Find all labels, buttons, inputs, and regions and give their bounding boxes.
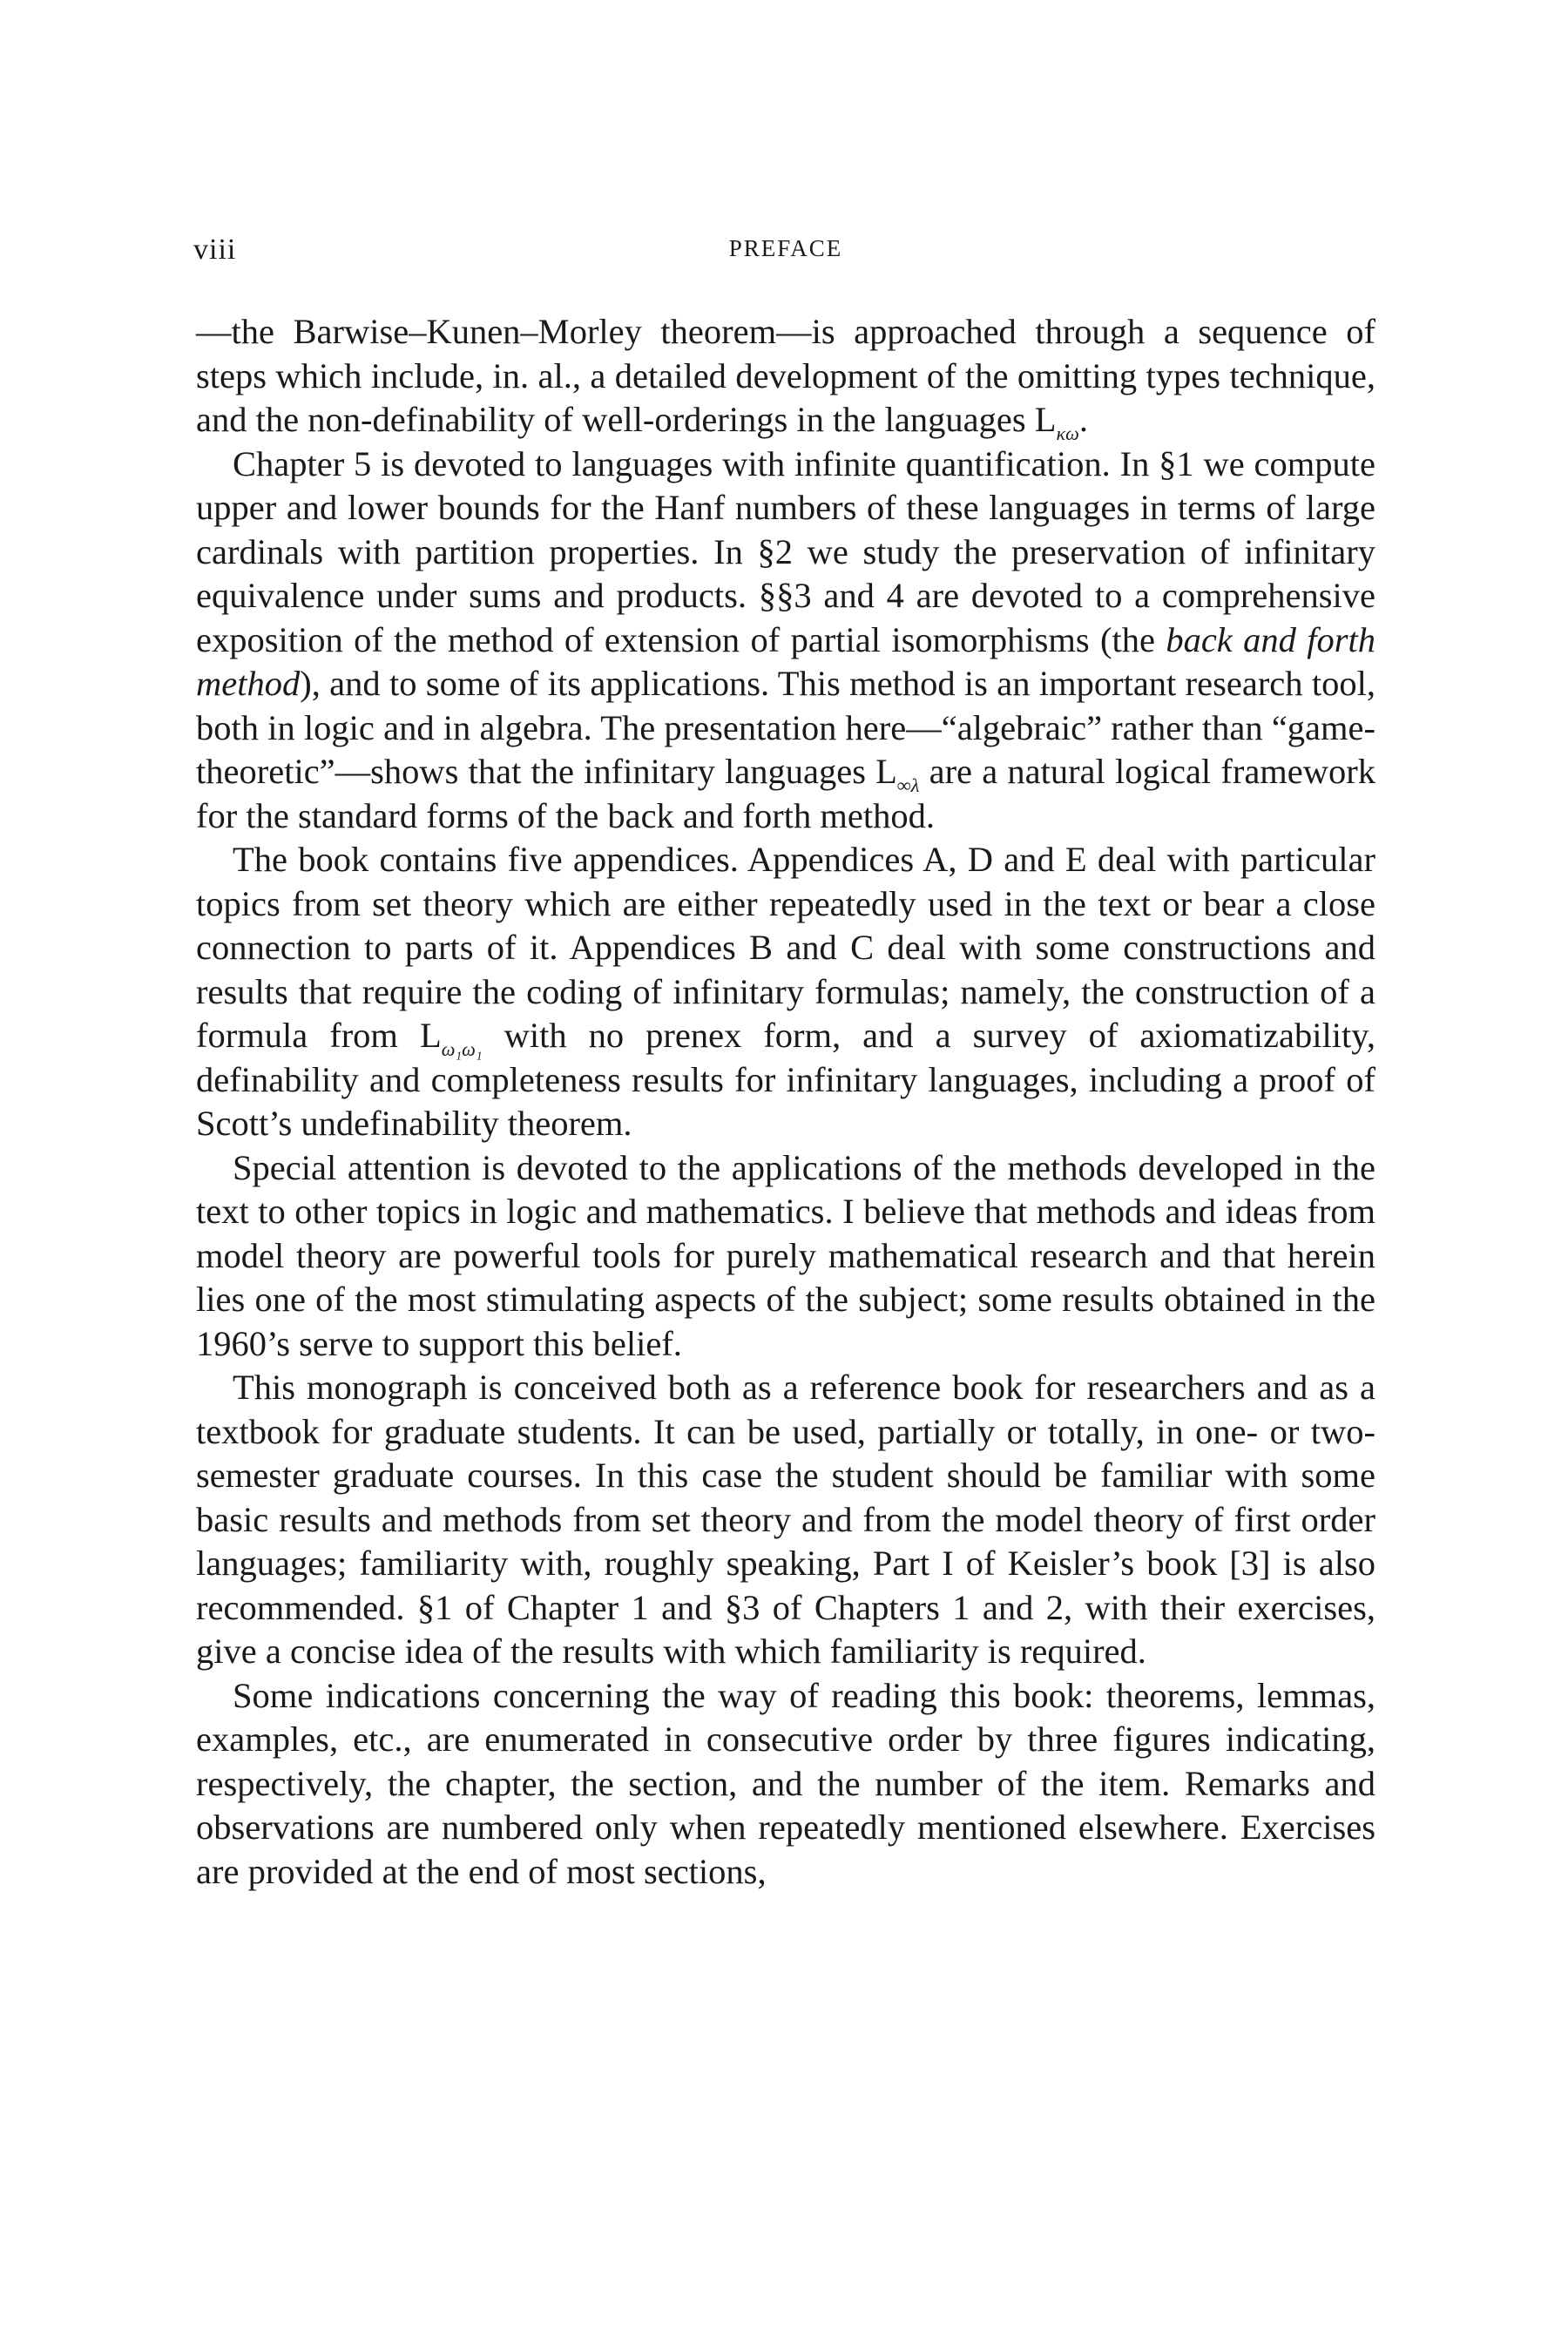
- paragraph-2-text-b: ), and to some of its applications. This method is an important research tool, both in logic and in algebra. The presentation here—“algebraic” rather than “game-theoretic”—shows that the infinitary languages: [196, 664, 1375, 791]
- body-text: [196, 310, 1375, 1894]
- paragraph-3-text-b: with no prenex form, and a survey of axiomatizability, definability and completeness results for infinitary languages, including a proof of Scott’s undefinability theorem.: [196, 1016, 1375, 1143]
- page-header: [193, 233, 1378, 277]
- paragraph-3-text-a: The book contains five appendices. Appendices A, D and E deal with particular topics from set theory which are either repeatedly used in the text or bear a close connection to parts of it. Appendices B and C deal with some constructions and results that require the coding of infinitary formulas; namely, the construction of a formula from: [196, 840, 1375, 1055]
- paragraph-1: [196, 310, 1375, 443]
- paragraph-2-text-a: Chapter 5 is devoted to languages with infinite quantification. In §1 we compute upper and lower bounds for the Hanf numbers of these languages in terms of large cardinals with partition properties. In §2 we study the preservation of infinitary equivalence under sums and products. §§3 and 4 are devoted to a comprehensive exposition of the method of extension of partial isomorphisms (the: [196, 443, 1375, 659]
- paragraph-2: [196, 443, 1375, 839]
- language-symbol: L: [419, 1016, 442, 1055]
- paragraph-5: This monograph is conceived both as a reference book for researchers and as a textbook for graduate students. It can be used, partially or totally, in one- or two-semester graduate courses. In this case the student should be familiar with some basic results and methods from set theory and from the model theory of first order languages; familiarity with, roughly speaking, Part I of Keisler’s book [3] is also recommended. §1 of Chapter 1 and §3 of Chapters 1 and 2, with their exercises, give a concise idea of the results with which familiarity is required.: [196, 1368, 1375, 1671]
- paragraph-4: Special attention is devoted to the applications of the methods developed in the text to other topics in logic and mathematics. I believe that methods and ideas from model theory are powerful tools for purely mathematical research and that herein lies one of the most stimulating aspects of the subject; some results obtained in the 1960’s serve to support this belief.: [196, 1147, 1375, 1363]
- paragraph-1-end: .: [1078, 400, 1089, 439]
- paragraph-2-text-c: are a natural logical framework for the standard forms of the back and forth method.: [196, 752, 1376, 835]
- page-number: viii: [193, 233, 237, 266]
- language-subscript: κω: [1056, 422, 1079, 445]
- paragraph-1-text: —the Barwise–Kunen–Morley theorem—is approached through a sequence of steps which include, in. al., a detailed development of the omitting types technique, and the non-definability of well-orderings in the languages: [196, 312, 1375, 439]
- running-head: PREFACE: [728, 235, 843, 261]
- language-symbol: L: [875, 752, 897, 791]
- language-symbol: L: [1034, 400, 1057, 439]
- paragraph-6: Some indications concerning the way of reading this book: theorems, lemmas, examples, etc., are enumerated in consecutive order by three figures indicating, respectively, the chapter, the section, and the number of the item. Remarks and observations are numbered only when repeatedly mentioned elsewhere. Exercises are provided at the end of most sections,: [196, 1675, 1375, 1891]
- emphasis-back-and-forth: back and forth method: [196, 619, 1375, 703]
- language-subscript: ω₁ω₁: [441, 1038, 483, 1061]
- paragraph-3: [196, 838, 1375, 1146]
- language-subscript: ∞λ: [896, 774, 920, 797]
